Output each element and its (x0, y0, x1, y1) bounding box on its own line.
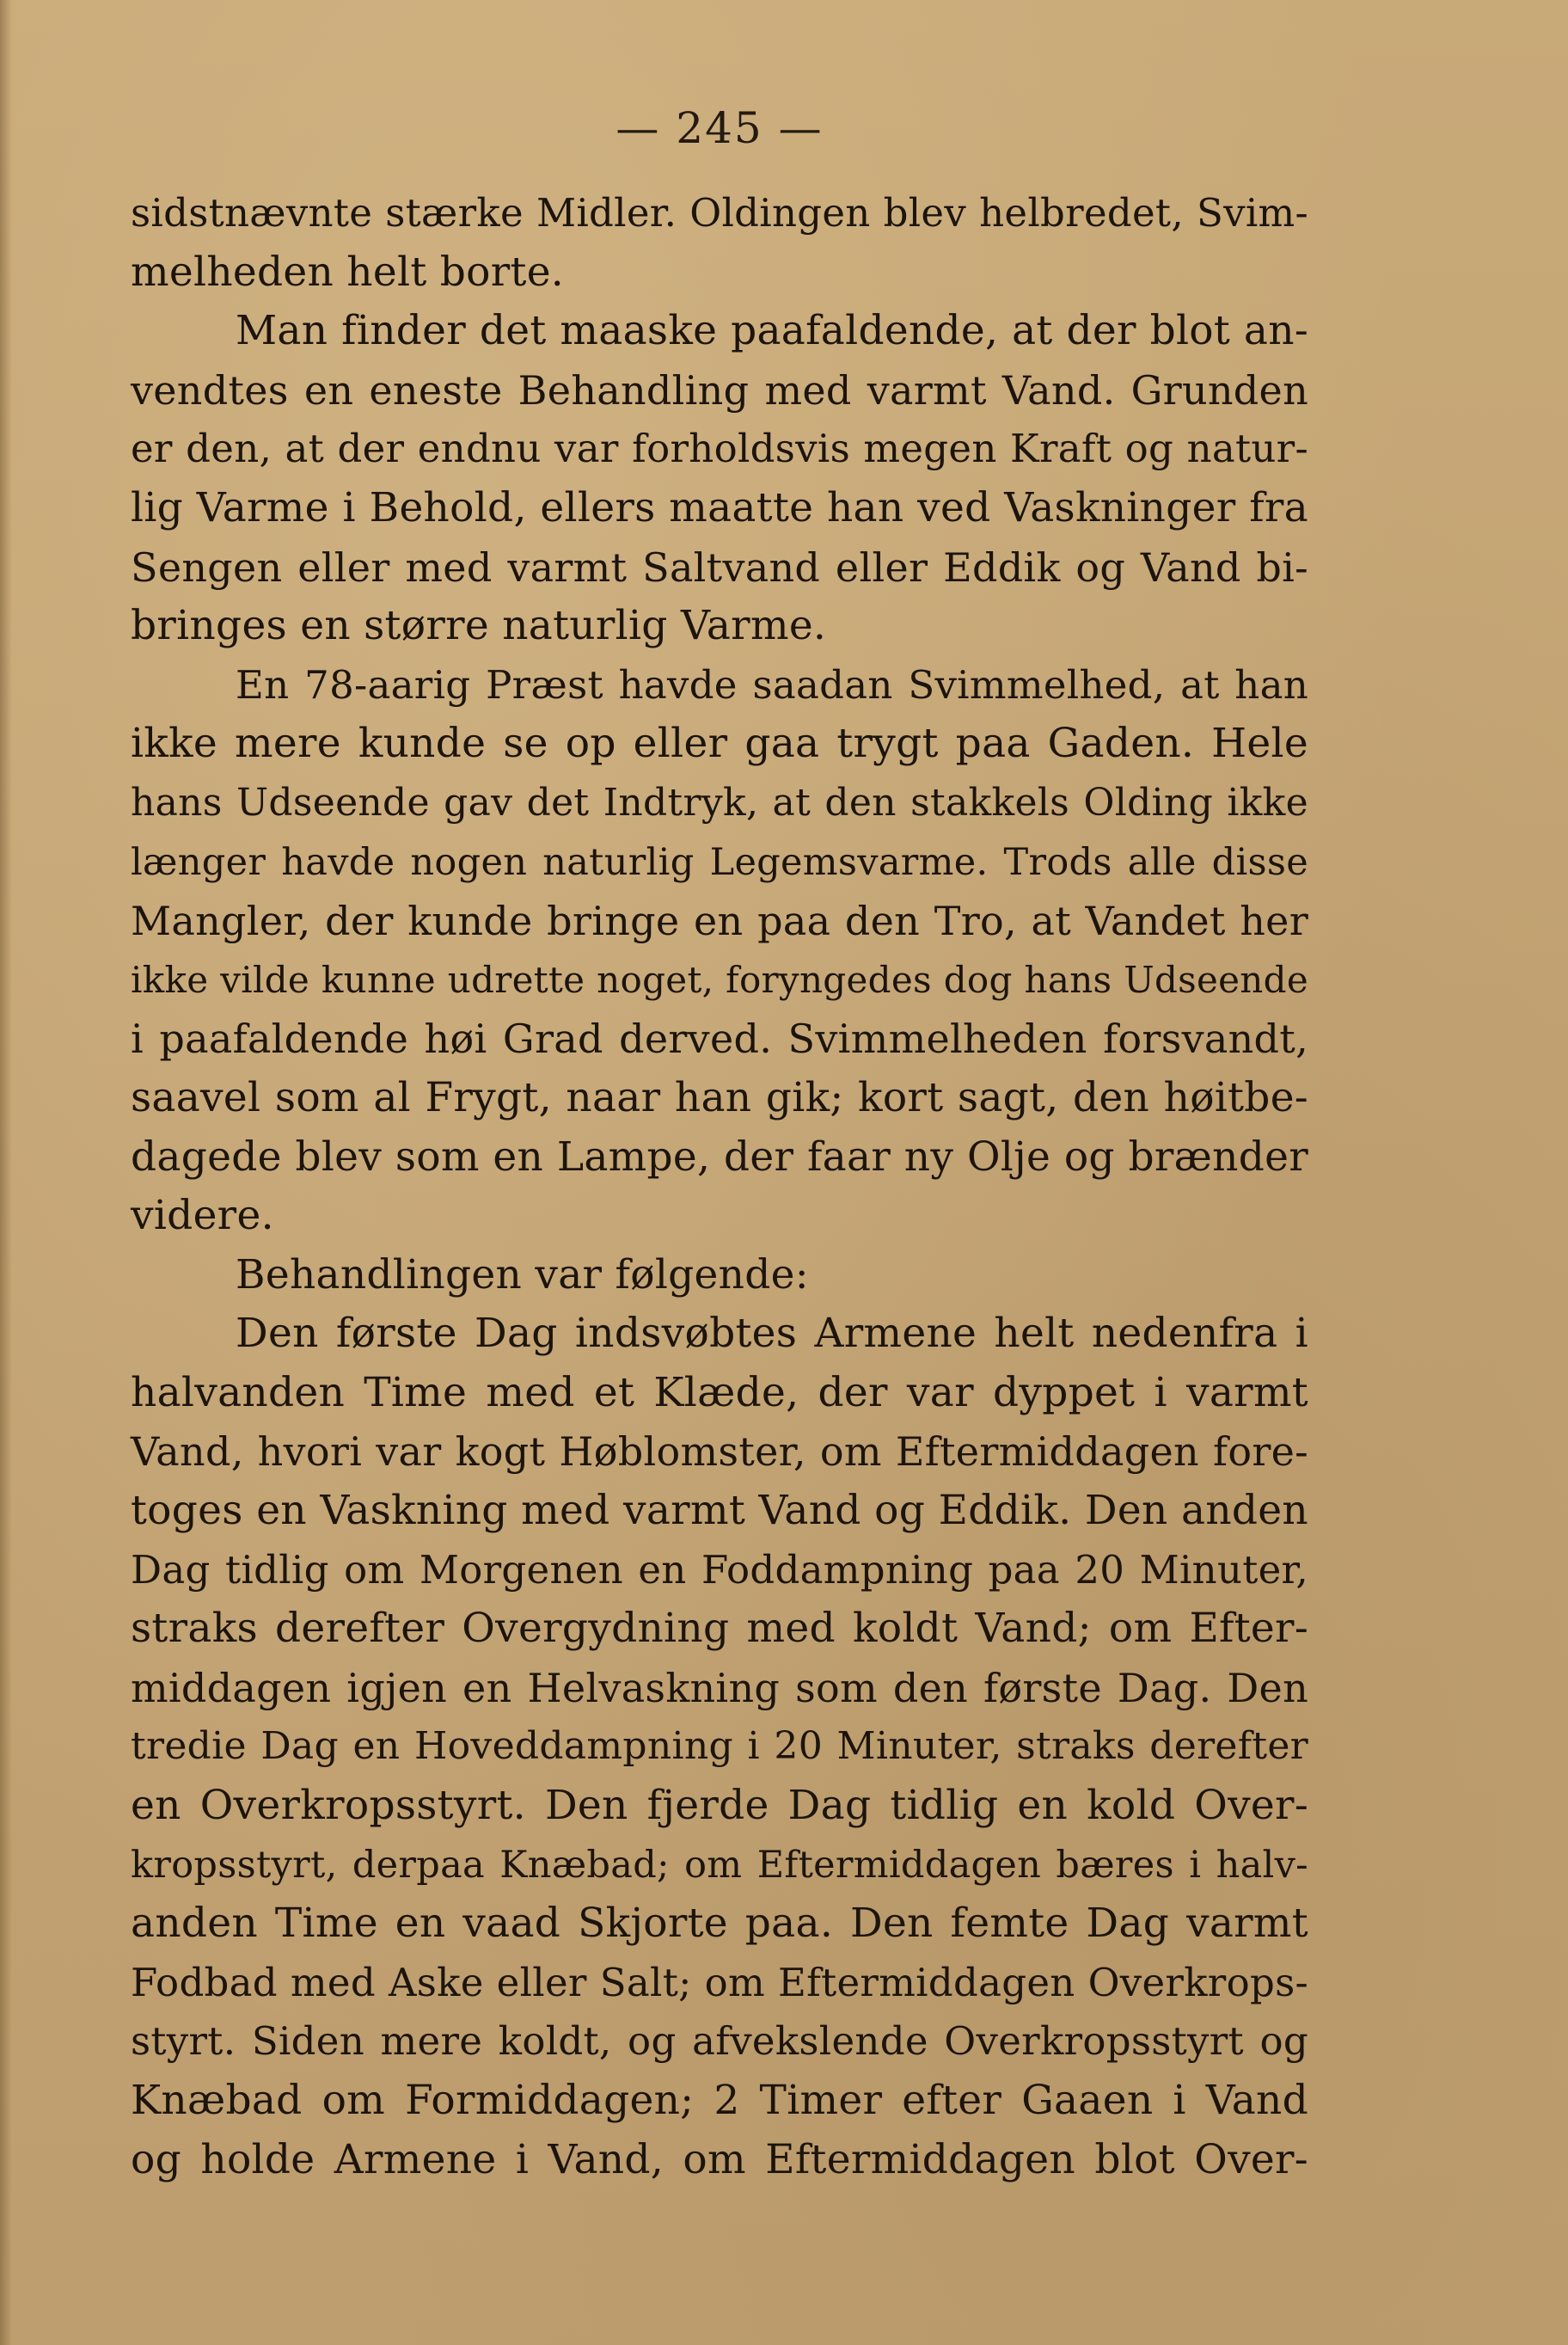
text-line: anden Time en vaad Skjorte paa. Den femte Dag varmt (131, 1900, 1308, 1948)
page-number: — 245 — (616, 103, 824, 153)
text-line: vendtes en eneste Behandling med varmt Vand. Grunden (131, 366, 1308, 414)
text-line: dagede blev som en Lampe, der faar ny Olje og brænder (131, 1133, 1308, 1181)
text-line: længer havde nogen naturlig Legemsvarme. Trods alle disse (131, 840, 1308, 884)
text-line: styrt. Siden mere koldt, og afvekslende Overkropsstyrt og (131, 2018, 1308, 2065)
text-line: kropsstyrt, derpaa Knæbad; om Eftermiddagen bæres i halv- (131, 1843, 1308, 1887)
text-line: melheden helt borte. (131, 248, 565, 296)
text-line: tredie Dag en Hoveddampning i 20 Minuter, straks derefter (131, 1724, 1308, 1769)
text-line: lig Varme i Behold, ellers maatte han ved Vaskninger fra (131, 483, 1308, 531)
text-line: ikke vilde kunne udrette noget, foryngedes dog hans Udseende (131, 958, 1308, 1001)
text-line: bringes en større naturlig Varme. (131, 602, 827, 650)
text-line: straks derefter Overgydning med koldt Vand; om Efter- (131, 1605, 1308, 1653)
text-line: Vand, hvori var kogt Høblomster, om Eftermiddagen fore- (131, 1428, 1308, 1476)
text-line: Mangler, der kunde bringe en paa den Tro, at Vandet her (131, 898, 1308, 945)
text-line: toges en Vaskning med varmt Vand og Eddik. Den anden (131, 1487, 1308, 1535)
text-line: ikke mere kunde se op eller gaa trygt paa Gaden. Hele (131, 720, 1308, 768)
text-line: Fodbad med Aske eller Salt; om Eftermiddagen Overkrops- (131, 1959, 1308, 2005)
text-line: hans Udseende gav det Indtryk, at den stakkels Olding ikke (131, 780, 1308, 825)
text-line: halvanden Time med et Klæde, der var dyppet i varmt (131, 1368, 1308, 1416)
text-line: Den første Dag indsvøbtes Armene helt nedenfra i (236, 1310, 1308, 1358)
page-body-text (131, 184, 1308, 2189)
text-line: Knæbad om Formiddagen; 2 Timer efter Gaaen i Vand (131, 2077, 1308, 2124)
text-line: Dag tidlig om Morgenen en Foddampning paa 20 Minuter, (131, 1546, 1308, 1593)
text-line: i paafaldende høi Grad derved. Svimmelheden forsvandt, (131, 1016, 1308, 1063)
text-line: En 78-aarig Præst havde saadan Svimmelhed, at han (236, 661, 1308, 708)
text-line: er den, at der endnu var forholdsvis megen Kraft og natur- (131, 426, 1308, 472)
text-line: Sengen eller med varmt Saltvand eller Eddik og Vand bi- (131, 543, 1308, 591)
page-edge-shadow (0, 0, 12, 2345)
text-line: middagen igjen en Helvaskning som den første Dag. Den (131, 1664, 1308, 1711)
text-line: Behandlingen var følgende: (236, 1250, 809, 1298)
text-line: sidstnævnte stærke Midler. Oldingen blev helbredet, Svim- (131, 190, 1308, 236)
text-line: en Overkropsstyrt. Den fjerde Dag tidlig en kold Over- (131, 1782, 1308, 1830)
text-line: videre. (131, 1192, 274, 1240)
text-line: og holde Armene i Vand, om Eftermiddagen blot Over- (131, 2135, 1308, 2183)
text-line: saavel som al Frygt, naar han gik; kort sagt, den høitbe- (131, 1073, 1308, 1121)
text-line: Man finder det maaske paafaldende, at der blot an- (236, 307, 1308, 355)
